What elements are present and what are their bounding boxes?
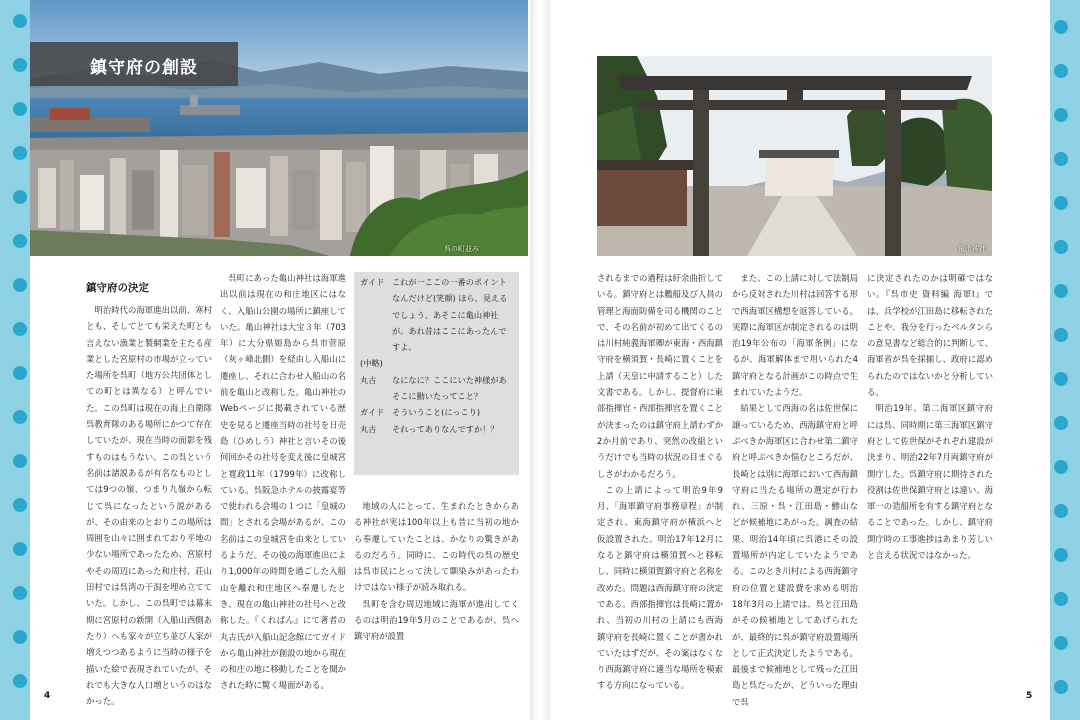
paragraph: 結果として西海の名は佐世保に譲っているため、西海鎮守府と呼ぶべきか海軍区に合わせ第二鎮守府と呼ぶべきか悩むところだが、長崎とは別に海軍において西海鎮守府に当たる場所の選定が行われ、三原・呉・江田島・鯵山などが候補地にあがった。調査の結果、明治14年頃に呉港にその設置場所が内定していたようである。このとき川村による西海鎮守府の位置と建設費を求める明治18年3月の上請では、呉と江田島がその候補地としてあげられたが、最終的に呉が鎮守府設置場所として正式決定したようである。最後まで候補地として残った江田島と呉だったが、どういった理由で呉 <box>732 403 858 707</box>
dialog-text: これが一ここの一番のポイントなんだけど(笑顔) ほら、見えるでしょう、あそこに亀山神社が。あれ昔はここにあったんですよ。 <box>392 277 508 353</box>
border-dot <box>1054 416 1068 430</box>
city-photo <box>30 0 528 256</box>
left-column-1 <box>86 302 212 707</box>
paragraph: 明治19年、第二海軍区鎮守府には呉、同時期に第三海軍区鎮守府として佐世保がそれぞれ建設が決まり、明治22年7月両鎮守府が開庁した。呉鎮守府に期待された役割は佐世保鎮守府とは違い、海軍一の造船所を有する鎮守府となることであった。しかし、鎮守府開庁時の工事進捗はあまり芳しいと言える状況ではなかった。 <box>867 403 993 561</box>
left-dotted-border <box>0 0 30 720</box>
dialog-speaker: ガイド <box>360 277 385 287</box>
article-title-banner <box>30 42 238 86</box>
border-dot <box>13 234 27 248</box>
dialog-line <box>360 355 513 371</box>
border-dot <box>13 542 27 556</box>
dialog-text: それってありなんですか！？ <box>392 423 499 434</box>
dialog-text: そういうこと(にっこり) <box>392 407 481 418</box>
dialog-line <box>360 274 513 355</box>
border-dot <box>13 630 27 644</box>
border-dot <box>1054 240 1068 254</box>
border-dot <box>1054 636 1068 650</box>
right-column-2 <box>732 270 858 707</box>
paragraph: 呉町を含む周辺地域に海軍が進出してくるのは明治19年5月のことであるが、呉へ鎮守府が設置 <box>354 598 519 642</box>
page-number-right: 5 <box>1026 691 1033 701</box>
right-column-3 <box>867 270 993 561</box>
border-dot <box>1054 284 1068 298</box>
paragraph: に決定されたのかは明確ではない。『呉市史 資料編 海軍Ⅰ』では、兵学校が江田島に移転されたことや、我分を行ったベルタンらの意見書など総合的に判断して、海軍省が呉を採揃し、政府に認められたのではないかと分析している。 <box>867 273 993 398</box>
shrine-photo-illustration <box>597 56 992 256</box>
paragraph: 呉町にあった亀山神社は海軍進出以前は現在の和庄地区にはなく、入船山公園の場所に鎮座していた。亀山神社は大宝３年（703年）に大分県姫島から呉市菅原（灰ヶ峰北側）を経由し入船山に遷座し、それに合わせ入船山の名前を亀山と改称した。亀山神社のWebページに掲載されている歴史を見ると遷座当時の社号を日売島（ひめしう）神社と言いその後何回かその社号を変え後に皇城宮と寛政11年（1799年）に改称している。呉阪急ホテルの披露宴等で使われる会場の１つに「皇城の間」とされる会場があるが、この名前はこの皇城宮を由来としているようだ。その後の海軍進出により1,000年の時間を過ごした入船山を離れ和庄地区へ奉遷したとき、現在の亀山神社の社号へと改称した。『くれぱん』にて著者の丸古氏が入船山記念館にてガイドから亀山神社が創設の地から現在の和庄の地に移動したことを聞かされた時に驚く場面がある。 <box>220 273 346 691</box>
border-dot <box>1054 372 1068 386</box>
border-dot <box>13 322 27 336</box>
border-dot <box>13 498 27 512</box>
dialog-line <box>360 372 513 405</box>
paragraph: されるまでの過程は紆余曲折している。鎮守府とは艦船及び人員の管理と海面防備を司る機関のことで、その名前が初めて出てくるのは川村純義海軍卿が東海・西海鎮守府を横須賀・長崎に置くことを上請（天皇に申請すること）した文書である。しかし、提督府に東部指揮官・西部指揮官を置くことが決まったのは鎮守府上請わずか2か月前であり、突然の改組というだけでも当時の状況の目まぐるしさがわかるだろう。 <box>597 273 723 479</box>
border-dot <box>13 410 27 424</box>
border-dot <box>1054 680 1068 694</box>
right-page <box>550 0 1050 720</box>
border-dot <box>1054 108 1068 122</box>
right-dotted-border <box>1050 0 1080 720</box>
right-column-1 <box>597 270 723 691</box>
dialog-speaker: 丸古 <box>360 423 377 434</box>
border-dot <box>13 146 27 160</box>
border-dot <box>1054 64 1068 78</box>
border-dot <box>13 190 27 204</box>
dialog-line <box>360 404 513 420</box>
dialog-text: なになに？ここにいた神様があそこに動いたってこと？ <box>392 374 507 402</box>
dialog-line <box>360 421 513 437</box>
paragraph: この上請によって明治9年9月、「海軍鎮守府事務章程」が制定され、東海鎮守府が横浜へと仮設置された。明治17年12月になると鎮守府は横須賀へと移転し、同時に横須賀鎮守府と名称を改めた。問題は西海鎮守府の決定である。西部指揮官は長崎に置かれ、当初の川村の上請にも西海鎮守府を長崎に置くことが書かれていたはずだが、その案はなくなり西海鎮守府に適当な場所を模索する方向になっている。 <box>597 484 723 691</box>
city-photo-illustration <box>30 0 528 256</box>
dialog-box <box>354 272 519 475</box>
left-column-3 <box>354 498 519 673</box>
book-gutter <box>530 0 550 720</box>
border-dot <box>13 102 27 116</box>
border-dot <box>1054 460 1068 474</box>
dialog-speaker: 丸古 <box>360 374 377 385</box>
section-title: 鎮守府の決定 <box>86 282 149 294</box>
border-dot <box>1054 328 1068 342</box>
page-number-left: 4 <box>44 691 51 701</box>
border-dot <box>1054 592 1068 606</box>
border-dot <box>1054 504 1068 518</box>
border-dot <box>1054 196 1068 210</box>
paragraph: 明治時代の海軍進出以前、寒村とも、そしてとても栄えた町とも言えない漁業と製網業を主たる産業とした宮原村の市場が立っていた場所を呉町（地方公共団体としての町とは異なる）と呼んでいた。この呉町は現在の海上自衛隊呉教育隊のある場所にかつて存在していたが、現在当時の面影を残すものはもうない。この呉という名前は諸説あるが有名なものとしては9つの嶺、つまり九嶺から転じて呉になったという説があるが、その由来のとおりこの場所は周囲を山々に囲まれており平地の少ない場所であったため、宮原村やその周辺にあった和庄村、荘山田村では呉湾の干潟を埋め立てていた。しかし、この呉町では幕末期に宮原村の新開（入船山西側あたり）へも家々が立ち並び人家が増えつつあるように当時の様子を描いた絵で表現されていたが、それでも大きな人口増というのはなかった。 <box>86 305 212 707</box>
border-dot <box>13 454 27 468</box>
shrine-photo <box>597 56 992 256</box>
border-dot <box>1054 152 1068 166</box>
border-dot <box>13 366 27 380</box>
dialog-speaker: (中略) <box>360 358 383 369</box>
dialog-text <box>392 355 513 371</box>
left-page <box>30 0 530 720</box>
paragraph: 地域の人にとって、生まれたときからある神社が実は100年以上も昔に当初の地から奉遷していたことは、かなりの驚きがあるのだろう。同時に、この時代の呉の歴史は呉市民にとって決して馴染みがあったわけではない様子が読み取れる。 <box>354 501 519 593</box>
border-dot <box>1054 20 1068 34</box>
border-dot <box>13 586 27 600</box>
paragraph: また、この上請に対して法制局から反対された川村は回答する形で西海軍区構想を返答している。実際に海軍区が制定されるのは明治19年公布の「海軍条例」になるが、海軍解体まで用いられた4鎮守府となる計画がこの時点で生まれていたようだ。 <box>732 273 858 398</box>
shrine-photo-caption: 亀山神社 <box>958 245 986 253</box>
border-dot <box>13 58 27 72</box>
border-dot <box>13 674 27 688</box>
border-dot <box>1054 548 1068 562</box>
city-photo-caption: 呉の町並み <box>444 245 479 253</box>
dialog-speaker: ガイド <box>360 407 385 418</box>
left-column-2 <box>220 270 346 691</box>
border-dot <box>13 278 27 292</box>
article-title: 鎮守府の創設 <box>90 58 198 78</box>
border-dot <box>13 14 27 28</box>
